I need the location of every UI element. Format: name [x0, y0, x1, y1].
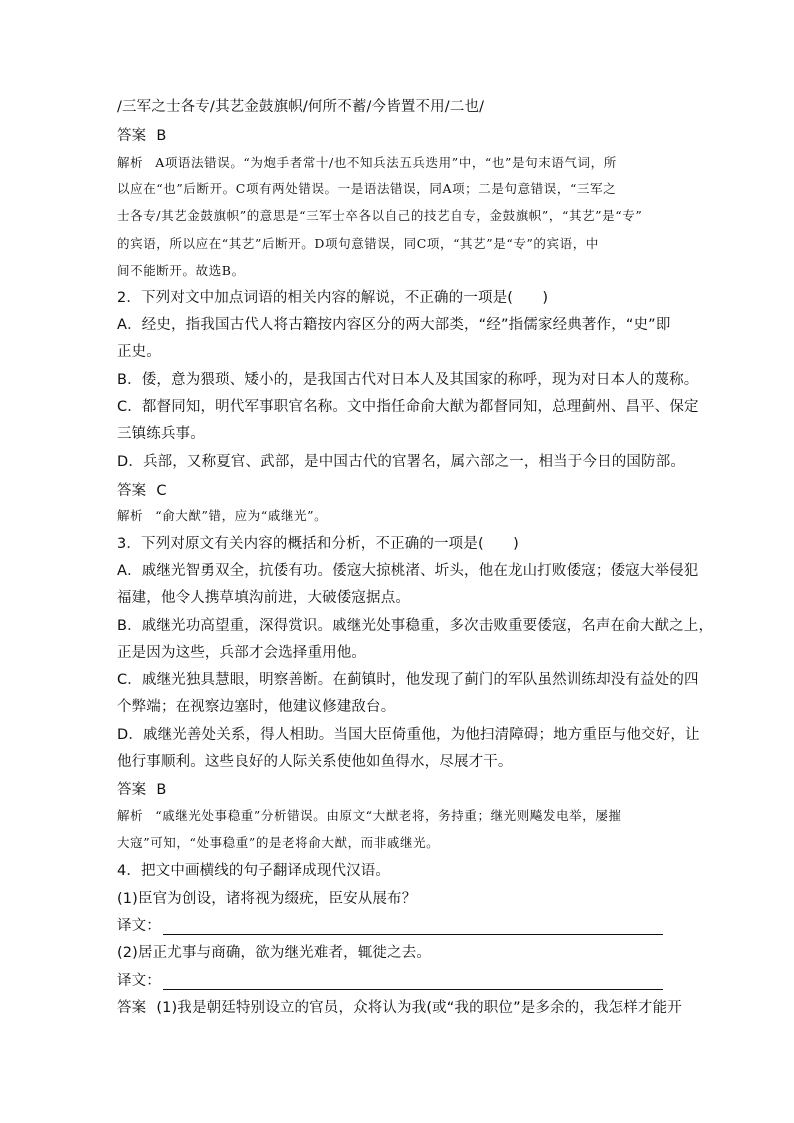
- q3-option-c-line-1: C．戚继光独具慧眼，明察善断。在蓟镇时，他发现了蓟门的军队虽然训练却没有益处的四: [117, 672, 699, 688]
- q2-answer: [117, 479, 167, 500]
- q4-stem: 4．把文中画横线的句子翻译成现代汉语。: [117, 863, 391, 879]
- q2-option-c-line-1: C．都督同知，明代军事职官名称。文中指任命俞大猷为都督同知，总理蓟州、昌平、保定: [117, 399, 699, 415]
- translation-blank-1[interactable]: [163, 920, 663, 935]
- q2-option-d: D．兵部，又称夏官、武部，是中国古代的官署名，属六部之一，相当于今日的国防部。: [117, 454, 686, 470]
- q3-option-b-line-1: B．戚继光功高望重，深得赏识。戚继光处事稳重，多次击败重要倭寇，名声在俞大猷之上，: [117, 618, 714, 634]
- q4-sentence-2: (2)居正尤事与商确，欲为继光难者，辄徙之去。: [117, 945, 431, 961]
- q4-translation-1: [117, 914, 663, 935]
- translation-label: 译文：: [117, 973, 161, 989]
- q2-option-a-line-1: A．经史，指我国古代人将古籍按内容区分的两大部类，“经”指儒家经典著作，“史”即: [117, 317, 671, 333]
- q1-analysis-line-3: 士各专/其艺金鼓旗帜”的意思是“三军士卒各以自己的技艺自专，金鼓旗帜”，“其艺”是“专”: [117, 208, 643, 223]
- q3-option-a-line-2: 福建，他令人携草填沟前进，大破倭寇据点。: [117, 590, 410, 606]
- answer-label: 答案: [117, 128, 147, 144]
- answer-value: B: [156, 782, 167, 798]
- q3-option-d-line-2: 他行事顺利。这些良好的人际关系使他如鱼得水，尽展才干。: [117, 754, 513, 770]
- answer-value: B: [156, 128, 167, 144]
- q2-option-a-line-2: 正史。: [117, 344, 161, 360]
- q1-analysis-line-1: 解析 A项语法错误。“为炮手者常十/也不知兵法五兵迭用”中，“也”是句末语气词，所: [117, 155, 617, 170]
- q2-option-b: B．倭，意为猥琐、矮小的，是我国古代对日本人及其国家的称呼，现为对日本人的蔑称。: [117, 372, 699, 388]
- analysis-label: 解析: [117, 155, 144, 170]
- q4-sentence-1: (1)臣官为创设，诸将视为缀疣，臣安从展布？: [117, 891, 417, 907]
- q3-option-a-line-1: A．戚继光智勇双全，抗倭有功。倭寇大掠桃渚、圻头，他在龙山打败倭寇；倭寇大举侵犯: [117, 563, 699, 579]
- translation-blank-2[interactable]: [163, 975, 663, 990]
- answer-label: 答案: [117, 1000, 147, 1016]
- q3-analysis-line-2: 大寇”可知，“处事稳重”的是老将俞大猷，而非戚继光。: [117, 835, 440, 850]
- q3-option-c-line-2: 个弊端；在视察边塞时，他建议修建敌台。: [117, 699, 396, 715]
- q2-analysis: 解析 “俞大猷”错，应为“戚继光”。: [117, 508, 328, 523]
- analysis-label: 解析: [117, 508, 144, 523]
- q1-analysis-line-5: 间不能断开。故选B。: [117, 263, 245, 278]
- translation-label: 译文：: [117, 918, 161, 934]
- q1-answer: [117, 124, 166, 145]
- answer-label: 答案: [117, 782, 147, 798]
- answer-value: C: [156, 483, 167, 499]
- answer-value: (1)我是朝廷特别设立的官员，众将认为我(或“我的职位”是多余的，我怎样才能开: [156, 1000, 682, 1016]
- q2-stem: 2．下列对文中加点词语的相关内容的解说，不正确的一项是( ): [117, 290, 549, 306]
- q2-option-c-line-2: 三镇练兵事。: [117, 426, 205, 442]
- q3-analysis-line-1: 解析 “戚继光处事稳重”分析错误。由原文“大猷老将，务持重；继光则飚发电举，屡摧: [117, 808, 622, 823]
- answer-label: 答案: [117, 483, 147, 499]
- analysis-label: 解析: [117, 808, 144, 823]
- q3-stem: 3．下列对原文有关内容的概括和分析，不正确的一项是( ): [117, 536, 519, 552]
- q1-sentence-tail: /三军之士各专/其艺金鼓旗帜/何所不蓄/今皆置不用/二也/: [117, 99, 485, 115]
- q3-option-b-line-2: 正是因为这些，兵部才会选择重用他。: [117, 645, 367, 661]
- q4-answer: [117, 996, 682, 1017]
- q4-translation-2: [117, 969, 663, 990]
- q1-analysis-line-2: 以应在“也”后断开。C项有两处错误。一是语法错误，同A项；二是句意错误，“三军之: [117, 181, 617, 196]
- q1-analysis-line-4: 的宾语，所以应在“其艺”后断开。D项句意错误，同C项，“其艺”是“专”的宾语，中: [117, 236, 599, 251]
- q3-answer: [117, 778, 166, 799]
- q3-option-d-line-1: D．戚继光善处关系，得人相助。当国大臣倚重他，为他扫清障碍；地方重臣与他交好，让: [117, 727, 700, 743]
